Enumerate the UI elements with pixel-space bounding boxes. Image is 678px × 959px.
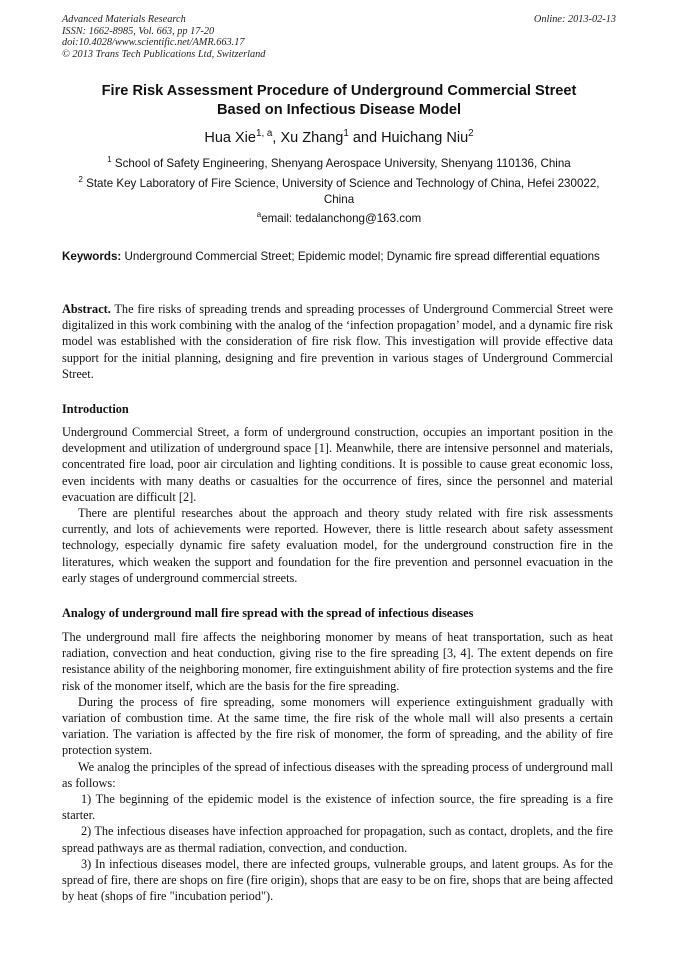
author-2: Xu Zhang	[280, 130, 344, 146]
analogy-section	[62, 629, 613, 904]
affiliation-2-number: 2	[78, 175, 83, 185]
introduction-paragraph-2: There are plentiful researches about the approach and theory study related with fire risk assessments currently, and lots of achievements were reported. However, there is little research about safety assessment technology, especially dynamic fire safety evaluation model, for the underground construction fire in the literatures, which weaken the support and foundation for the fire prevention and personnel evacuation in the early stages of underground commercial streets.	[62, 506, 613, 585]
journal-name: Advanced Materials Research	[62, 14, 186, 25]
analogy-list-item-3: 3) In infectious diseases model, there are infected groups, vulnerable groups, and latent groups. As for the spread of fire, there are shops on fire (fire origin), shops that are easy to be on fire, shops that are being affected by heat (shops of fire "incubation period").	[62, 856, 613, 904]
affiliation-2	[62, 176, 616, 208]
affiliation-1-number: 1	[107, 155, 112, 165]
corresponding-email	[62, 211, 616, 227]
analogy-heading: Analogy of underground mall fire spread with the spread of infectious diseases	[62, 606, 474, 620]
author-separator: ,	[272, 130, 281, 146]
author-list	[62, 129, 616, 147]
title-line-1: Fire Risk Assessment Procedure of Underground Commercial Street	[101, 83, 577, 99]
author-3-affiliation: 2	[468, 128, 474, 140]
online-date: Online: 2013-02-13	[533, 14, 616, 25]
keywords-label: Keywords:	[62, 250, 122, 263]
author-separator: and	[348, 130, 382, 146]
abstract-label: Abstract.	[62, 302, 111, 316]
keywords	[62, 250, 613, 264]
analogy-paragraph-1: The underground mall fire affects the neighboring monomer by means of heat transportation, such as heat radiation, convection and heat conduction, giving rise to the fire spreading [3, 4]. The extent depends on fire resistance ability of the neighboring monomer, fire extinguishment ability of fire protection systems and the fire risk of the monomer itself, which are the basis for the fire spreading.	[62, 630, 613, 693]
affiliation-2-text: State Key Laboratory of Fire Science, University of Science and Technology of China, Hefei 230022, China	[82, 177, 600, 206]
introduction-paragraph-1: Underground Commercial Street, a form of underground construction, occupies an important position in the development and utilization of underground space [1]. Meanwhile, there are intensive personnel and materials, concentrated fire load, poor air circulation and lighting conditions. It is possible to cause great economic loss, even incidents with many deaths or casualties for the occurrence of fires, since the personnel and material evacuation are difficult [2].	[62, 425, 613, 504]
journal-copyright: © 2013 Trans Tech Publications Ltd, Switzerland	[62, 48, 266, 60]
affiliation-1	[62, 156, 616, 172]
keywords-text: Underground Commercial Street; Epidemic model; Dynamic fire spread differential equations	[121, 250, 600, 263]
abstract-text: The fire risks of spreading trends and spreading processes of Underground Commercial Street were digitalized in this work combining with the analog of the ‘infection propagation’ model, and a dynamic fire risk model was established with the consideration of fire risk flow. This investigation will provide effective data support for the initial planning, designing and fire prevention in various stages of Underground Commercial Street.	[62, 302, 613, 381]
paper-title	[62, 82, 616, 120]
author-2-affiliation: 1	[343, 128, 349, 140]
analogy-list-item-1: 1) The beginning of the epidemic model is the existence of infection source, the fire spreading is a fire starter.	[62, 792, 613, 823]
analogy-paragraph-3: We analog the principles of the spread of infectious diseases with the spreading process of underground mall as follows:	[62, 759, 613, 790]
affiliation-1-text: School of Safety Engineering, Shenyang Aerospace University, Shenyang 110136, China	[111, 157, 571, 170]
journal-doi: doi:10.4028/www.scientific.net/AMR.663.17	[62, 37, 245, 48]
introduction-heading: Introduction	[62, 402, 129, 416]
analogy-list-item-2: 2) The infectious diseases have infection approached for propagation, such as contact, droplets, and the fire spread pathways are as thermal radiation, convection, and conduction.	[62, 824, 613, 855]
author-1-affiliation: 1, a	[255, 128, 273, 140]
email-marker: a	[256, 210, 262, 220]
author-1: Hua Xie	[204, 130, 256, 146]
analogy-paragraph-2: During the process of fire spreading, some monomers will experience extinguishment gradually with variation of combustion time. At the same time, the fire risk of the whole mall will also presents a certain variation. The variation is affected by the fire risk of monomer, the form of spreading, and the ability of fire protection system.	[62, 694, 613, 758]
title-line-2: Based on Infectious Disease Model	[216, 102, 462, 118]
introduction-section	[62, 424, 613, 586]
journal-issn: ISSN: 1662-8985, Vol. 663, pp 17-20	[62, 25, 215, 37]
abstract	[62, 301, 613, 382]
journal-header	[62, 14, 616, 60]
email-text: email: tedalanchong@163.com	[261, 212, 422, 225]
author-3: Huichang Niu	[381, 130, 469, 146]
